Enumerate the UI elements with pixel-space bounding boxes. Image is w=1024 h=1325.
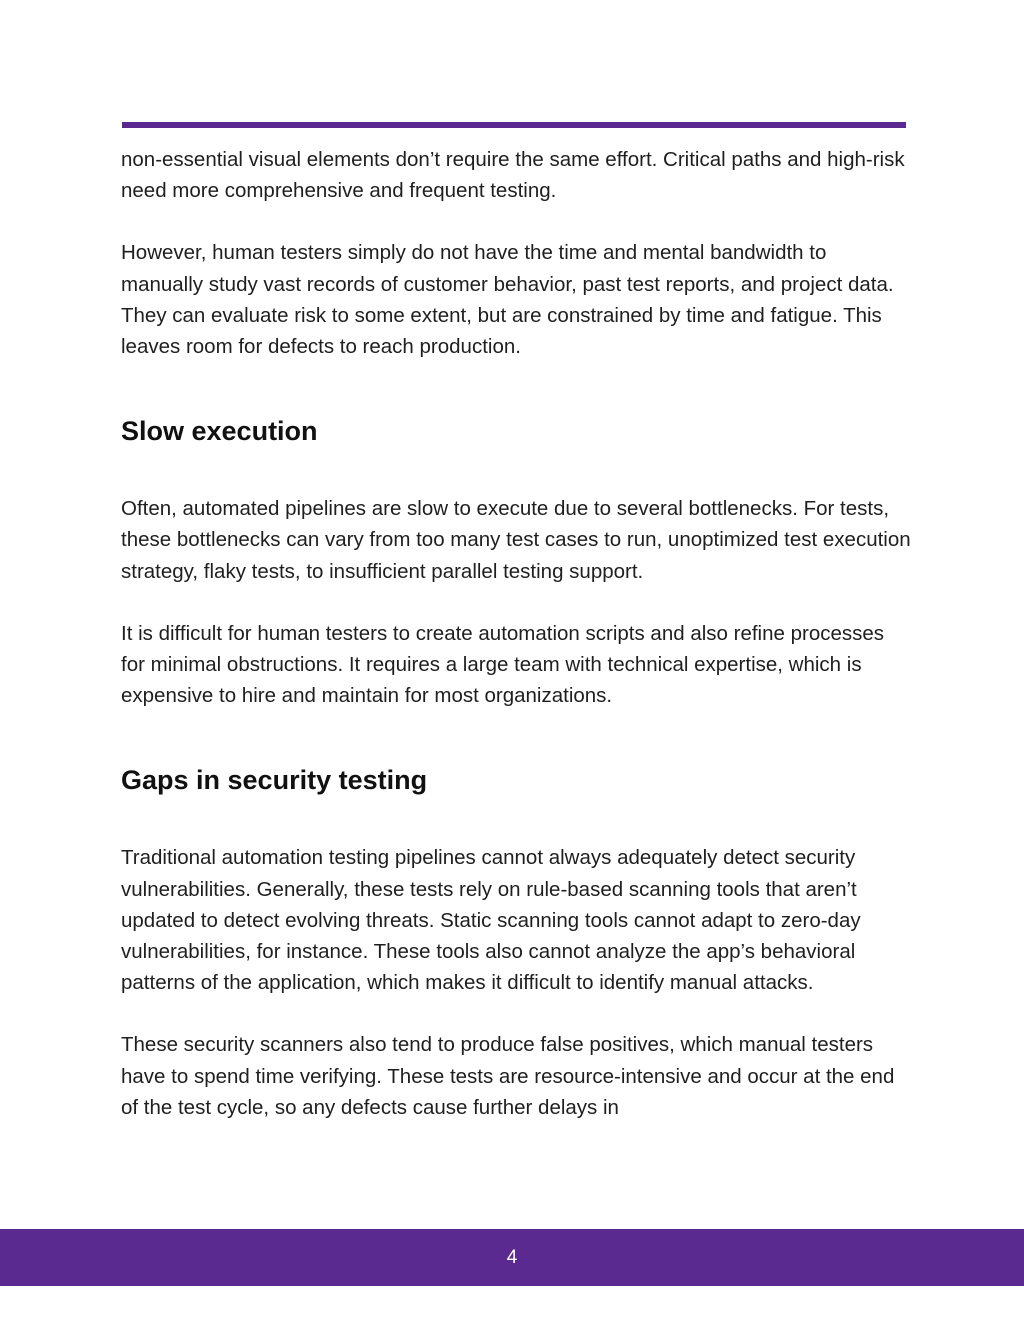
section-heading-slow-execution: Slow execution bbox=[121, 416, 318, 447]
security-testing-paragraph-1: Traditional automation testing pipelines cannot always adequately detect security vulnerabilities. Generally, these tests rely on rule-based scanning tools that aren’t updated to detect evolving threats. Static scanning tools cannot adapt to zero-day vulnerabilities, for instance. These tools also cannot analyze the app’s behavioral patterns of the application, which makes it difficult to identify manual attacks. bbox=[121, 846, 861, 995]
intro-paragraph-2: However, human testers simply do not have the time and mental bandwidth to manually study vast records of customer behavior, past test reports, and project data. They can evaluate risk to some extent, but are constrained by time and fatigue. This leaves room for defects to reach production. bbox=[121, 241, 894, 359]
top-accent-rule bbox=[122, 122, 906, 128]
slow-execution-paragraph-2: It is difficult for human testers to create automation scripts and also refine processes for minimal obstructions. It requires a large team with technical expertise, which is expensive to hire and maintain for most organizations. bbox=[121, 621, 885, 708]
page-number: 4 bbox=[506, 1246, 518, 1268]
security-testing-paragraph-2: These security scanners also tend to produce false positives, which manual testers have to spend time verifying. These tests are resource-intensive and occur at the end of the test cycle, so any defects cause further delays in bbox=[121, 1033, 895, 1119]
footer-bar bbox=[0, 1229, 1024, 1286]
intro-paragraph-1: non-essential visual elements don’t require the same effort. Critical paths and high-risk need more comprehensive and frequent testing. bbox=[121, 148, 905, 203]
page-content bbox=[121, 144, 911, 1123]
slow-execution-paragraph-1: Often, automated pipelines are slow to execute due to several bottlenecks. For tests, these bottlenecks can vary from too many test cases to run, unoptimized test execution strategy, flaky tests, to insufficient parallel testing support. bbox=[121, 497, 911, 583]
section-heading-security-testing: Gaps in security testing bbox=[121, 765, 428, 796]
